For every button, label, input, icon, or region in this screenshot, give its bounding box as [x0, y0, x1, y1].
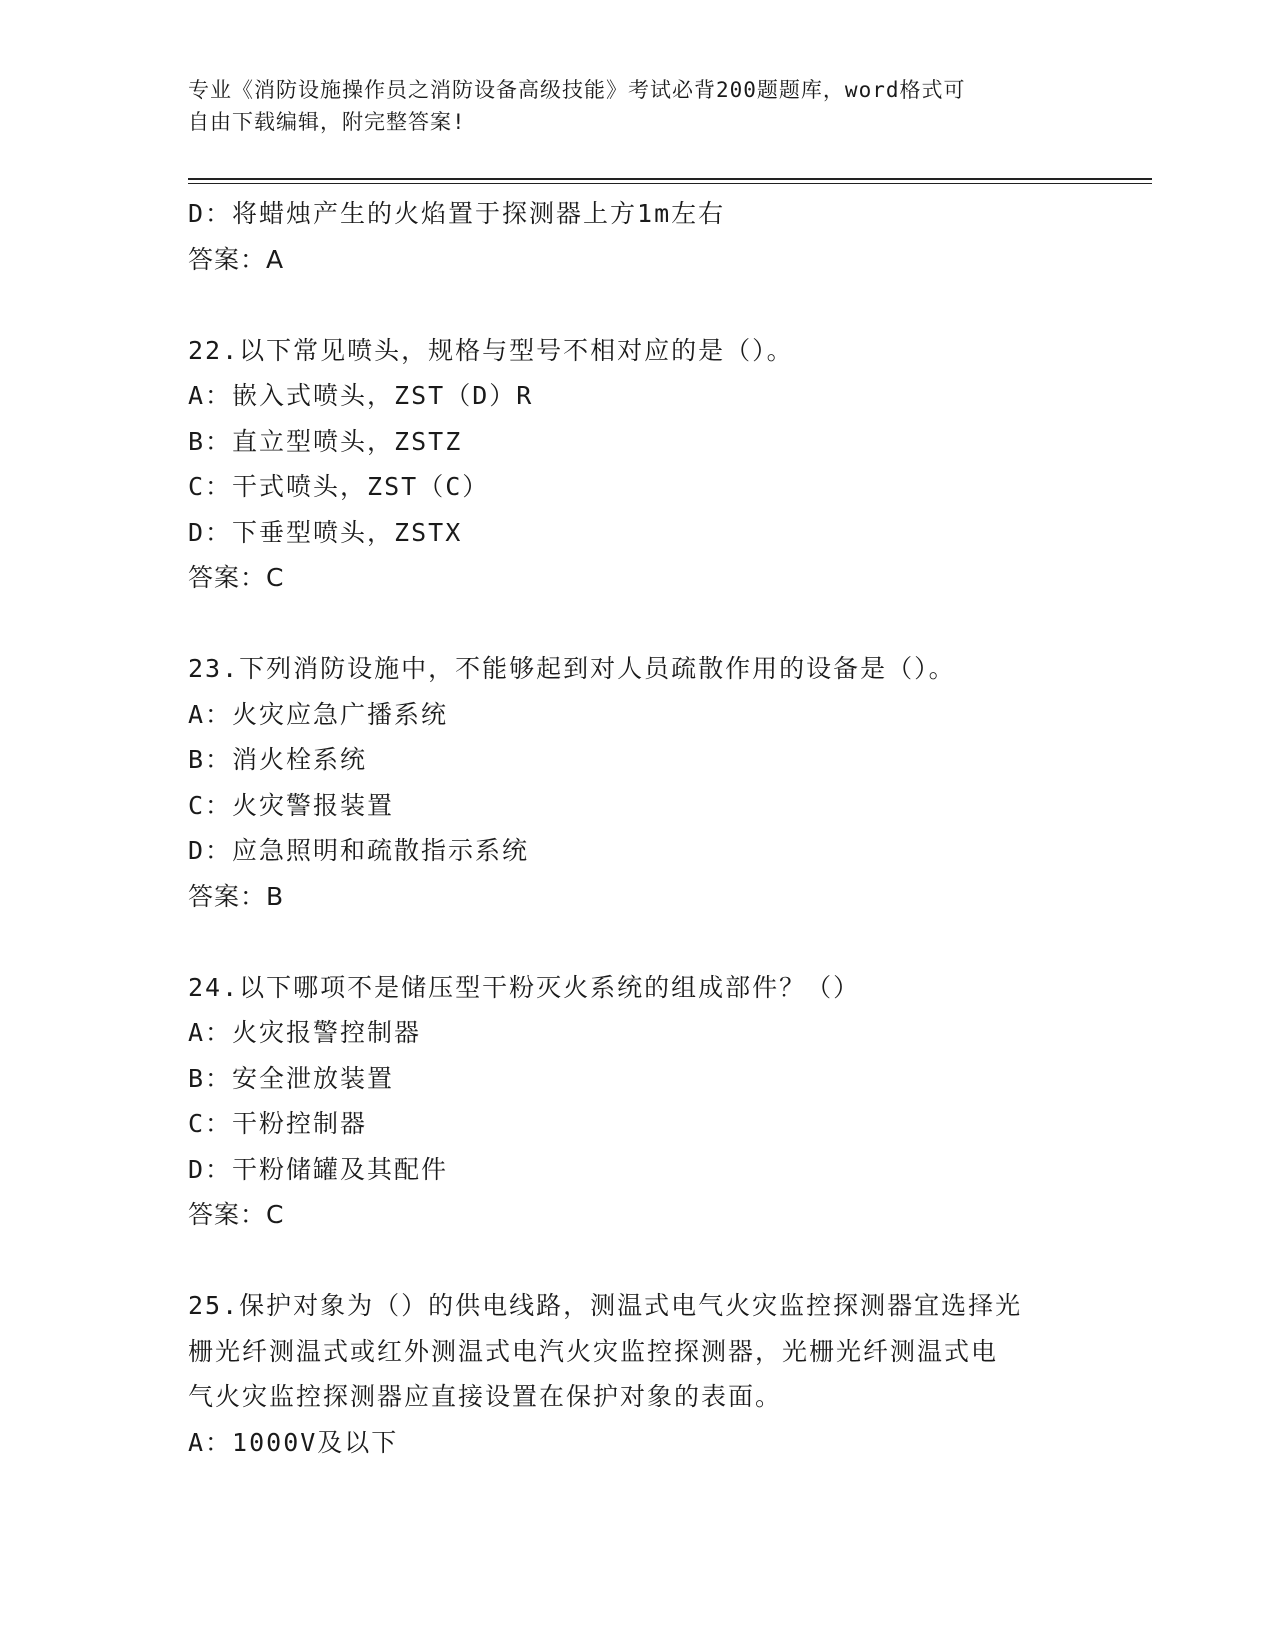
question-stem-line-3: 气火灾监控探测器应直接设置在保护对象的表面。 — [188, 1382, 783, 1411]
option-a: A：1000V及以下 — [188, 1427, 399, 1457]
question-22 — [188, 328, 1088, 601]
answer: 答案：C — [188, 1200, 285, 1229]
option-b: B：直立型喷头，ZSTZ — [188, 426, 463, 456]
option-b: B：安全泄放装置 — [188, 1063, 395, 1093]
option-c: C：火灾警报装置 — [188, 790, 395, 820]
option-d: D：下垂型喷头，ZSTX — [188, 517, 463, 547]
question-25 — [188, 1283, 1088, 1465]
question-stem: 22.以下常见喷头，规格与型号不相对应的是（）。 — [188, 335, 794, 365]
document-header — [188, 74, 1088, 138]
spacer — [188, 282, 1088, 328]
question-stem-line-1: 25.保护对象为（）的供电线路，测温式电气火灾监控探测器宜选择光 — [188, 1291, 1023, 1320]
question-24 — [188, 965, 1088, 1238]
option-b: B：消火栓系统 — [188, 745, 368, 774]
question-21-tail — [188, 191, 1088, 282]
question-stem: 23.下列消防设施中，不能够起到对人员疏散作用的设备是（）。 — [188, 654, 956, 683]
spacer — [188, 601, 1088, 647]
header-line-1: 专业《消防设施操作员之消防设备高级技能》考试必背200题题库，word格式可 — [188, 78, 966, 102]
answer: 答案：B — [188, 881, 285, 911]
option-a: A：火灾应急广播系统 — [188, 699, 449, 729]
question-list — [188, 191, 1088, 1465]
header-line-2: 自由下载编辑，附完整答案! — [188, 110, 466, 134]
answer: 答案：C — [188, 563, 285, 592]
header-divider-thin — [188, 183, 1152, 184]
spacer — [188, 919, 1088, 965]
answer: 答案：A — [188, 244, 285, 274]
question-23 — [188, 646, 1088, 919]
option-c: C：干粉控制器 — [188, 1109, 368, 1138]
option-d: D：将蜡烛产生的火焰置于探测器上方1m左右 — [188, 199, 726, 228]
option-a: A：嵌入式喷头，ZST（D）R — [188, 381, 534, 410]
option-a: A：火灾报警控制器 — [188, 1018, 422, 1047]
option-d: D：干粉储罐及其配件 — [188, 1154, 449, 1184]
spacer — [188, 1238, 1088, 1284]
question-stem: 24.以下哪项不是储压型干粉灭火系统的组成部件？（） — [188, 972, 861, 1002]
question-stem-line-2: 栅光纤测温式或红外测温式电汽火灾监控探测器，光栅光纤测温式电 — [188, 1336, 999, 1366]
header-divider-thick — [188, 178, 1152, 180]
option-c: C：干式喷头，ZST（C） — [188, 472, 490, 501]
option-d: D：应急照明和疏散指示系统 — [188, 836, 530, 865]
